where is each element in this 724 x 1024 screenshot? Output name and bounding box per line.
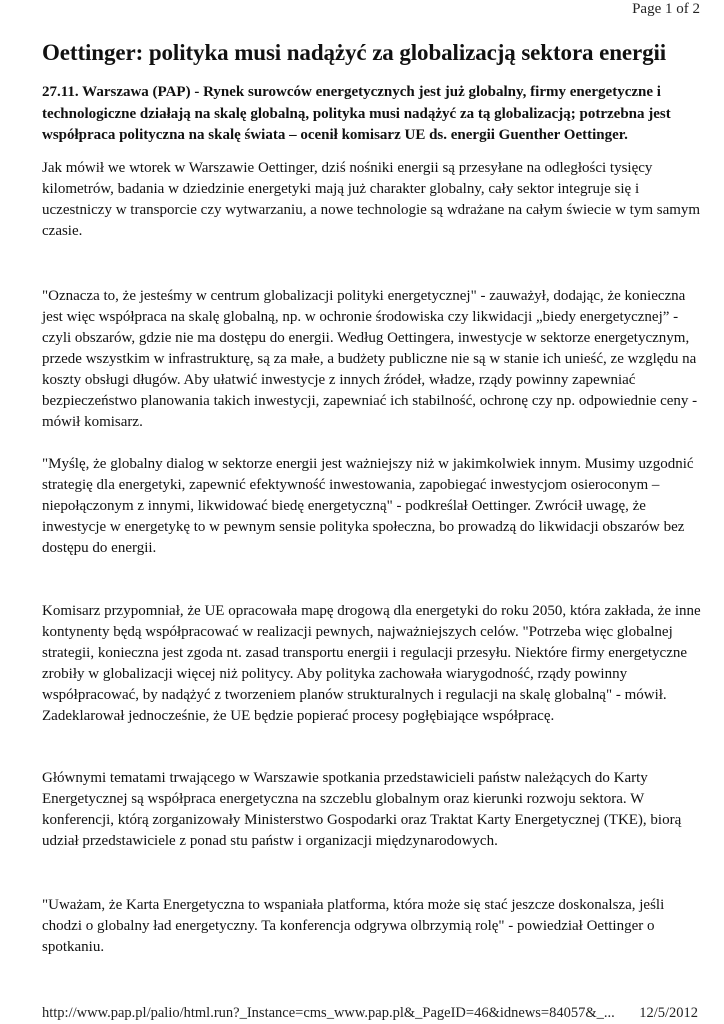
article-lead: 27.11. Warszawa (PAP) - Rynek surowców energetycznych jest już globalny, firmy energetyczne i technologiczne działają na skalę globalną, polityka musi nadążyć za tą globalizacją; potrzebna jest współpraca polityczna na skalę świata – ocenił komisarz UE ds. energii Guenther Oettinger.: [42, 84, 671, 143]
footer-url: http://www.pap.pl/palio/html.run?_Instance=cms_www.pap.pl&_PageID=46&idnews=84057&_...: [42, 1005, 615, 1021]
footer-date: 12/5/2012: [639, 1005, 698, 1021]
article-title: Oettinger: polityka musi nadążyć za globalizacją sektora energii: [42, 40, 667, 65]
article-paragraph-3: "Myślę, że globalny dialog w sektorze energii jest ważniejszy niż w jakimkolwiek innym. Musimy uzgodnić strategię dla energetyki, zapewnić efektywność inwestowania, zapobiegać inwestycjom osieroconym – niepołączonym z innymi, likwidować biedę energetyczną" - podkreślał Oettinger. Zwrócił uwagę, że inwestycje w energetykę to w pewnym sensie polityka społeczna, bo prowadzą do likwidacji obszarów bez dostępu do energii.: [42, 456, 694, 556]
article-paragraph-2: "Oznacza to, że jesteśmy w centrum globalizacji polityki energetycznej" - zauważył, dodając, że konieczna jest więc współpraca na skalę globalną, np. w ochronie środowiska czy likwidacji „biedy energetycznej” - czyli obszarów, gdzie nie ma dostępu do energii. Według Oettingera, inwestycje w sektorze energetycznym, przede wszystkim w infrastrukturę, są za małe, a budżety publiczne nie są w stanie ich unieść, ze względu na koszty obsługi długów. Aby ułatwić inwestycje z innych źródeł, władze, rządy powinny zapewniać bezpieczeństwo planowania takich inwestycji, zapewniać ich stabilność, ochronę czy np. odpowiednie ceny - mówił komisarz.: [42, 288, 698, 430]
article-paragraph-1: Jak mówił we wtorek w Warszawie Oettinger, dziś nośniki energii są przesyłane na odległości tysięcy kilometrów, badania w dziedzinie energetyki mają już charakter globalny, cały sektor integruje się i uczestniczy w transporcie czy wytwarzaniu, a nowe technologie są wdrażane na całym świecie w tym samym czasie.: [42, 160, 701, 239]
page-counter: Page 1 of 2: [632, 1, 700, 17]
article-paragraph-5: Głównymi tematami trwającego w Warszawie spotkania przedstawicieli państw należących do Karty Energetycznej są współpraca energetyczna na szczeblu globalnym oraz kierunki rozwoju sektora. W konferencji, którą zorganizowały Ministerstwo Gospodarki oraz Traktat Karty Energetycznej (TKE), biorą udział przedstawiciele z ponad stu państw i organizacji międzynarodowych.: [42, 770, 682, 849]
article-paragraph-4: Komisarz przypomniał, że UE opracowała mapę drogową dla energetyki do roku 2050, która zakłada, że inne kontynenty będą współpracować w realizacji pewnych, najważniejszych celów. "Potrzeba więc globalnej strategii, konieczna jest zgoda nt. zasad transportu energii i regulacji przesyłu. Niektóre firmy energetyczne zrobiły w globalizacji więcej niż politycy. Aby polityka zachowała wiarygodność, rządy powinny współpracować, by nadążyć z tworzeniem planów strukturalnych i regulacji na skalę globalną" - mówił. Zadeklarował jednocześnie, że UE będzie popierać procesy pogłębiające współpracę.: [42, 603, 701, 724]
article-paragraph-6: "Uważam, że Karta Energetyczna to wspaniała platforma, która może się stać jeszcze doskonalsza, jeśli chodzi o globalny ład energetyczny. Ta konferencja odgrywa olbrzymią rolę" - powiedział Oettinger o spotkaniu.: [42, 897, 665, 955]
